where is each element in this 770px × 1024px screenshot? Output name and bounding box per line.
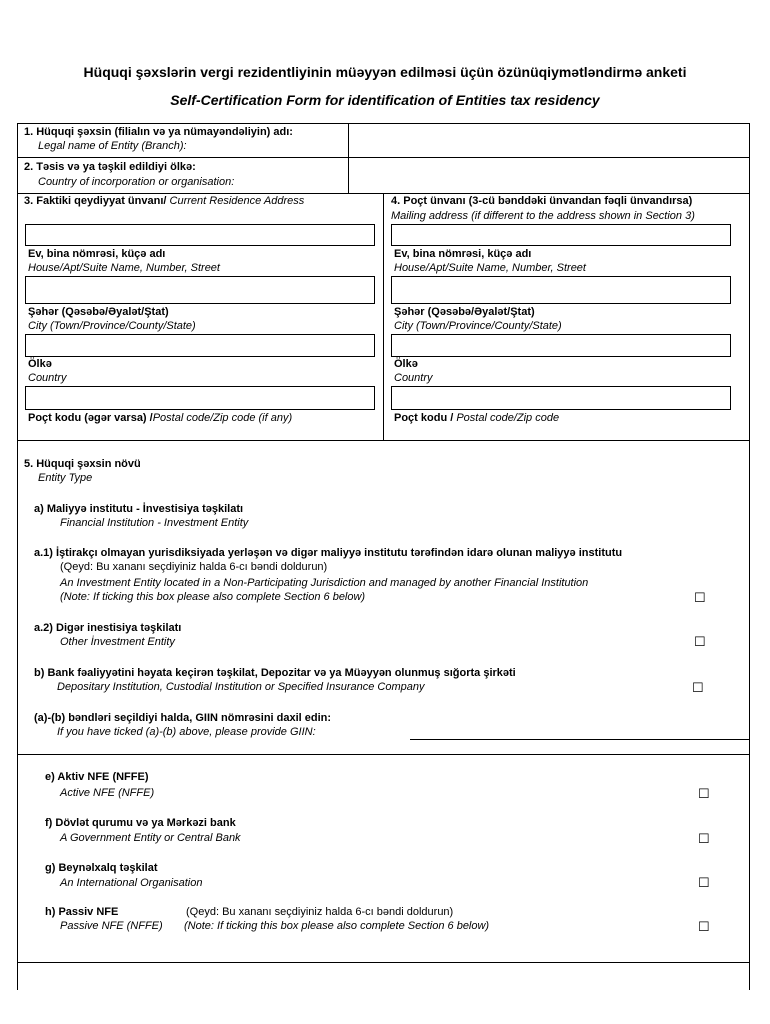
s3-postal-label-az: Poçt kodu (əgər varsa) / <box>28 412 153 424</box>
s3-city-field[interactable] <box>25 334 375 357</box>
s3-postal-label-en: Postal code/Zip code (if any) <box>152 412 293 424</box>
s3-address-line-field[interactable] <box>25 224 375 246</box>
s4-postal-label <box>394 412 559 425</box>
s5-divider-1 <box>17 754 750 755</box>
section5-title-az: 5. Hüquqi şəxsin növü <box>24 458 141 470</box>
option-h-note-en: (Note: If ticking this box please also complete Section 6 below) <box>184 920 490 932</box>
s3-house-field[interactable] <box>25 276 375 304</box>
s3-house-label-en: House/Apt/Suite Name, Number, Street <box>28 262 220 274</box>
section5-title-en: Entity Type <box>38 472 93 484</box>
option-a1-note-az: (Qeyd: Bu xananı seçdiyiniz halda 6-cı bəndi doldurun) <box>60 561 328 573</box>
section4-title-az: 4. Poçt ünvanı (3-cü bənddəki ünvandan fəqli ünvandırsa) <box>391 195 693 207</box>
option-f-checkbox[interactable]: ☐ <box>698 831 710 846</box>
section3-title-az: 3. Faktiki qeydiyyat ünvanı/ <box>24 195 167 207</box>
legal-name-field[interactable] <box>352 127 746 154</box>
option-a1-note-en: (Note: If ticking this box please also complete Section 6 below) <box>60 591 366 603</box>
section2-label-en: Country of incorporation or organisation: <box>38 176 235 188</box>
s3-country-label-az: Ölkə <box>28 358 52 370</box>
section3-title <box>24 195 304 208</box>
option-h-note-az: (Qeyd: Bu xananı seçdiyiniz halda 6-cı bəndi doldurun) <box>186 906 454 918</box>
s4-house-label-en: House/Apt/Suite Name, Number, Street <box>394 262 586 274</box>
address-divider <box>383 193 384 441</box>
option-g-label-en: An International Organisation <box>60 877 203 889</box>
s5-left-border <box>17 441 18 990</box>
s4-country-label-az: Ölkə <box>394 358 418 370</box>
s4-city-label-en: City (Town/Province/County/State) <box>394 320 562 332</box>
section1-label-az: 1. Hüquqi şəxsin (filialın və ya nümayəndəliyin) adı: <box>24 126 293 138</box>
option-h-label-az: h) Passiv NFE <box>45 906 119 918</box>
option-b-label-az: b) Bank fəaliyyətini həyata keçirən təşkilat, Depozitar və ya Müəyyən olunmuş sığorta şirkəti <box>34 667 516 679</box>
giin-label-az: (a)-(b) bəndləri seçildiyi halda, GIIN nömrəsini daxil edin: <box>34 712 332 724</box>
s4-postal-label-en: Postal code/Zip code <box>456 412 560 424</box>
giin-input-line[interactable] <box>410 739 749 740</box>
form-title-en: Self-Certification Form for identification of Entities tax residency <box>170 92 600 108</box>
option-h-checkbox[interactable]: ☐ <box>698 919 710 934</box>
option-f-label-az: f) Dövlət qurumu və ya Mərkəzi bank <box>45 817 236 829</box>
option-a1-label-az: a.1) İştirakçı olmayan yurisdiksiyada yerləşən və digər maliyyə institutu tərəfindən idarə olunan maliyyə institutu <box>34 547 623 559</box>
s4-house-field[interactable] <box>391 276 731 304</box>
section3-title-en: Current Residence Address <box>169 195 305 207</box>
option-a2-label-az: a.2) Digər inestisiya təşkilatı <box>34 622 182 634</box>
section4-title-en: Mailing address (if different to the address shown in Section 3) <box>391 210 695 222</box>
section2-label-az: 2. Təsis və ya təşkil edildiyi ölkə: <box>24 161 196 173</box>
row-divider-v1 <box>348 123 349 194</box>
option-a-label-az: a) Maliyyə institutu - İnvestisiya təşkilatı <box>34 503 244 515</box>
s4-city-field[interactable] <box>391 334 731 357</box>
option-b-label-en: Depositary Institution, Custodial Institution or Specified Insurance Company <box>57 681 425 693</box>
s5-right-border <box>749 441 750 990</box>
s4-postal-label-az: Poçt kodu / <box>394 412 454 424</box>
s3-city-label-en: City (Town/Province/County/State) <box>28 320 196 332</box>
s3-country-field[interactable] <box>25 386 375 410</box>
s4-city-label-az: Şəhər (Qəsəbə/Əyalət/Ştat) <box>394 306 535 318</box>
country-incorporation-field[interactable] <box>352 162 746 190</box>
option-e-label-en: Active NFE (NFFE) <box>60 787 155 799</box>
s3-postal-label <box>28 412 292 425</box>
giin-label-en: If you have ticked (a)-(b) above, please provide GIIN: <box>57 726 316 738</box>
s3-city-label-az: Şəhər (Qəsəbə/Əyalət/Ştat) <box>28 306 169 318</box>
form-title-az: Hüquqi şəxslərin vergi rezidentliyinin müəyyən edilməsi üçün özünüqiymətləndirmə anketi <box>83 64 687 80</box>
section1-label-en: Legal name of Entity (Branch): <box>38 140 187 152</box>
option-e-checkbox[interactable]: ☐ <box>698 786 710 801</box>
s4-address-line-field[interactable] <box>391 224 731 246</box>
option-h-label-en: Passive NFE (NFFE) <box>60 920 163 932</box>
option-g-label-az: g) Beynəlxalq təşkilat <box>45 862 158 874</box>
option-a1-label-en: An Investment Entity located in a Non-Participating Jurisdiction and managed by another Financial Institution <box>60 577 589 589</box>
s4-country-label-en: Country <box>394 372 433 384</box>
s3-country-label-en: Country <box>28 372 67 384</box>
s5-divider-2 <box>17 962 750 963</box>
option-g-checkbox[interactable]: ☐ <box>698 875 710 890</box>
row-divider-1 <box>17 157 750 158</box>
option-e-label-az: e) Aktiv NFE (NFFE) <box>45 771 149 783</box>
option-a1-checkbox[interactable]: ☐ <box>694 590 706 605</box>
s4-country-field[interactable] <box>391 386 731 410</box>
s4-house-label-az: Ev, bina nömrəsi, küçə adı <box>394 248 532 260</box>
option-a2-label-en: Other İnvestment Entity <box>60 636 175 648</box>
option-a-label-en: Financial Institution - Investment Entity <box>60 517 249 529</box>
option-b-checkbox[interactable]: ☐ <box>692 680 704 695</box>
s3-house-label-az: Ev, bina nömrəsi, küçə adı <box>28 248 166 260</box>
option-a2-checkbox[interactable]: ☐ <box>694 634 706 649</box>
option-f-label-en: A Government Entity or Central Bank <box>60 832 241 844</box>
